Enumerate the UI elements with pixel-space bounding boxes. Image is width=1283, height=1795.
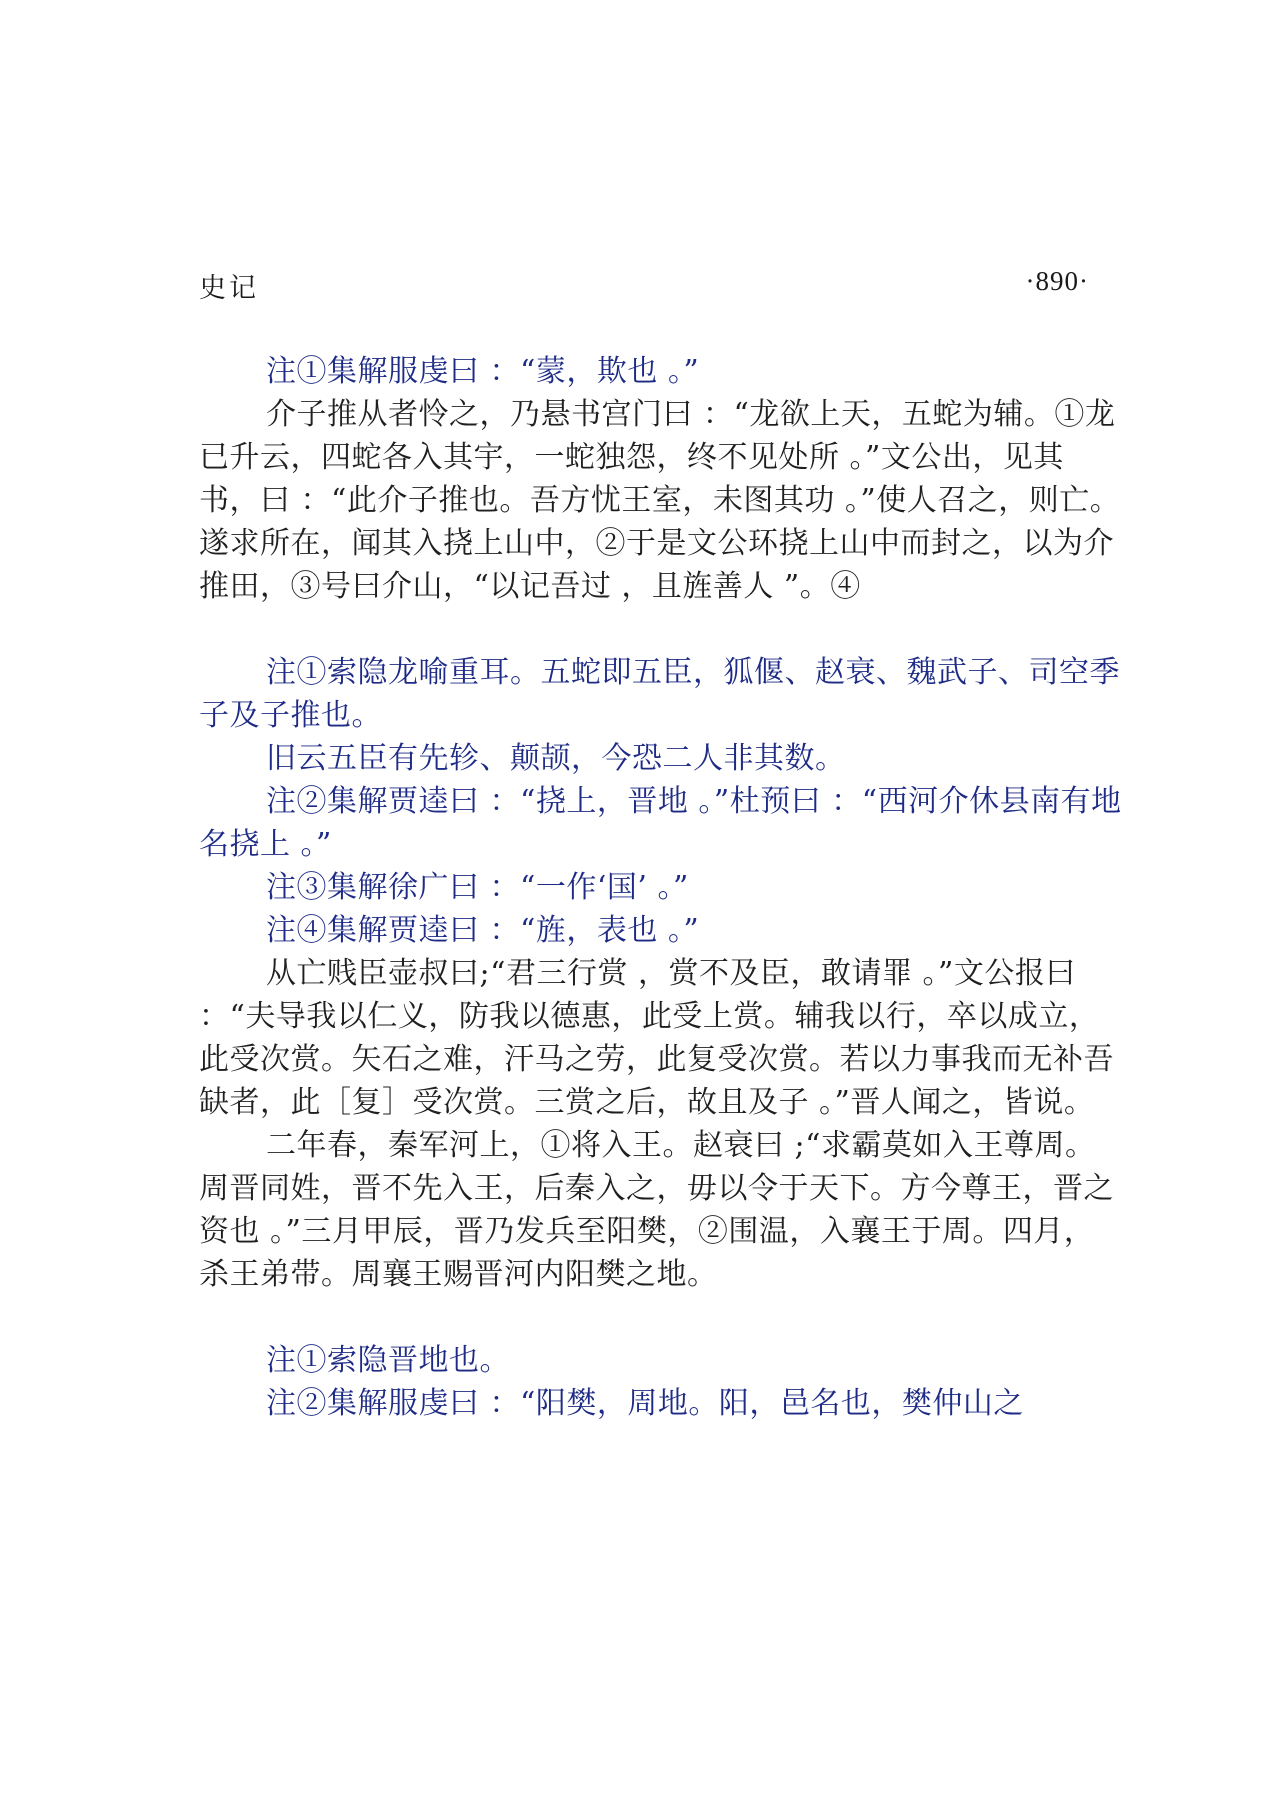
annotation-paragraph: 注①索隐龙喻重耳。五蛇即五臣，狐偃、赵衰、魏武子、司空季子及子推也。 [199, 655, 1120, 733]
book-title: 史记 [199, 273, 259, 304]
annotation-paragraph: 注④集解贾逵曰 ：“旌，表也 。” [266, 913, 700, 948]
page-number: ·890· [1025, 266, 1089, 296]
annotation-paragraph: 注①集解服虔曰 ：“蒙，欺也 。” [266, 354, 700, 389]
page-header [199, 266, 1089, 306]
body-paragraph: 介子推从者怜之，乃悬书宫门曰 ：“龙欲上天，五蛇为辅。①龙已升云，四蛇各入其宇，一蛇独怨，终不见处所 。”文公出，见其书，曰 ：“此介子推也。吾方忧王室，未图其功 。”使人召之，则亡。遂求所在，闻其入挠上山中，②于是文公环挠上山中而封之，以为介推田，③号曰介山，“以记吾过 ，且旌善人 ”。④ [199, 397, 1121, 604]
annotation-paragraph: 旧云五臣有先轸、颠颉，今恐二人非其数。 [266, 741, 846, 776]
annotation-paragraph: 注②集解贾逵曰 ：“挠上，晋地 。”杜预曰 ：“西河介休县南有地名挠上 。” [199, 784, 1122, 862]
annotation-paragraph: 注①索隐晋地也。 [266, 1343, 510, 1378]
annotation-paragraph: 注②集解服虔曰 ：“阳樊，周地。阳，邑名也，樊仲山之 [266, 1386, 1024, 1421]
annotation-paragraph: 注③集解徐广曰 ：“一作‘国’ 。” [266, 870, 689, 905]
body-paragraph: 从亡贱臣壶叔曰;“君三行赏 ，赏不及臣，敢请罪 。”文公报曰 ：“夫导我以仁义，防我以德惠，此受上赏。辅我以行，卒以成立，此受次赏。矢石之难，汗马之劳，此复受次赏。若以力事我而无补吾缺者，此［复］受次赏。三赏之后，故且及子 。”晋人闻之，皆说。 [199, 956, 1114, 1120]
page-body [199, 350, 1124, 1425]
body-paragraph: 二年春，秦军河上，①将入王。赵衰曰 ;“求霸莫如入王尊周。周晋同姓，晋不先入王，后秦入之，毋以令于天下。方今尊王，晋之资也 。”三月甲辰，晋乃发兵至阳樊，②围温，入襄王于周。四月，杀王弟带。周襄王赐晋河内阳樊之地。 [199, 1128, 1114, 1292]
